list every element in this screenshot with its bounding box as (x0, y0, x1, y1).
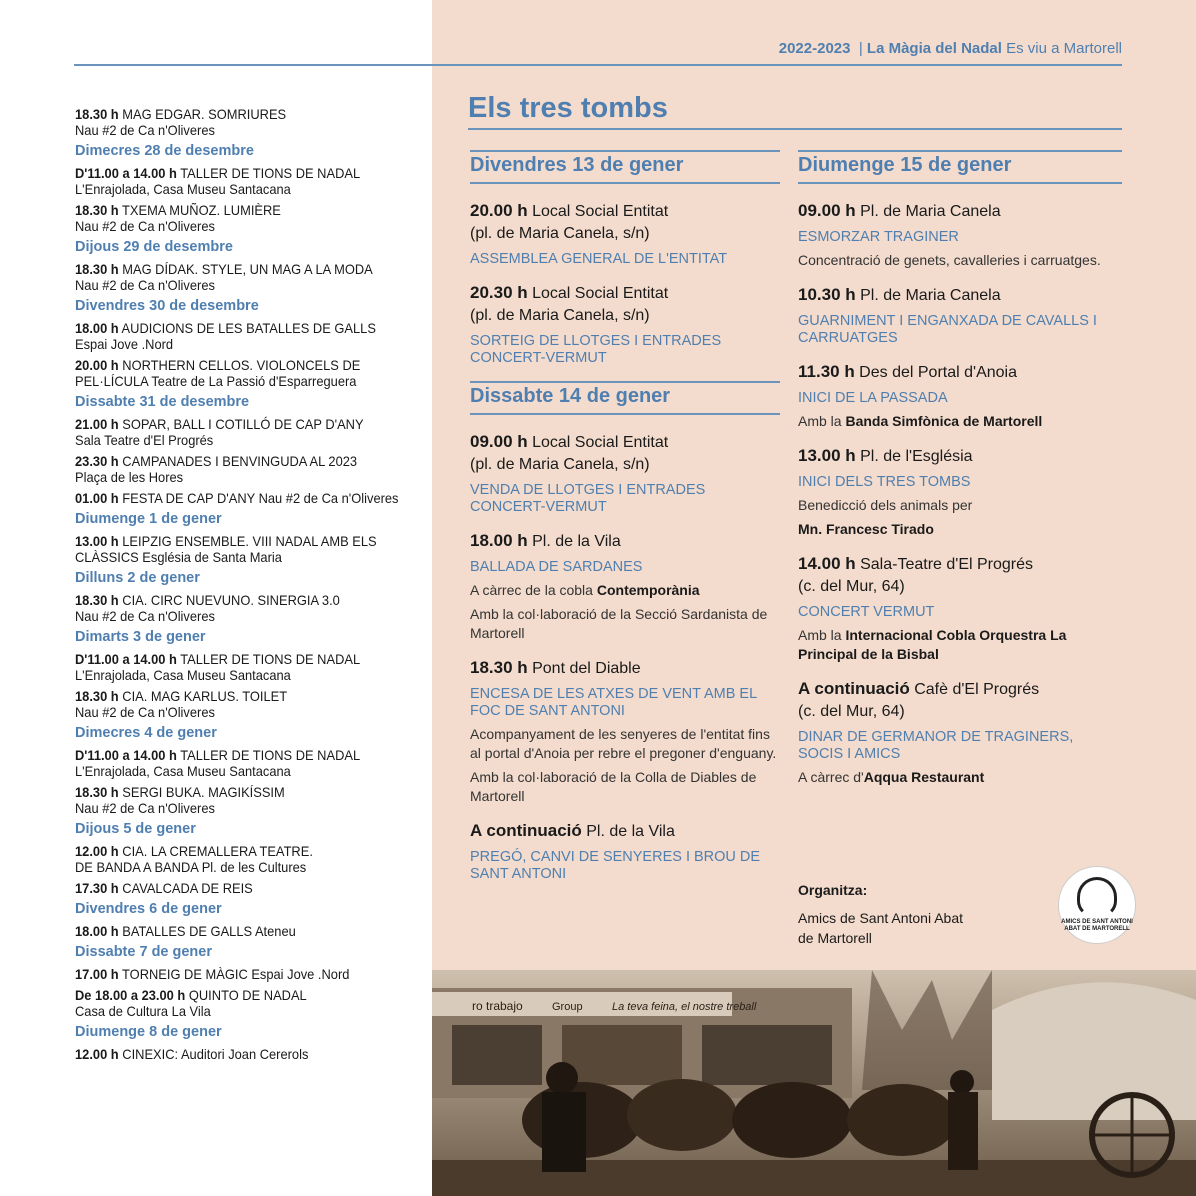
agenda-event-line (75, 592, 388, 608)
schedule-item (798, 553, 1122, 664)
agenda-event-time: D'11.00 a 14.00 h (75, 651, 177, 667)
agenda-event (75, 416, 388, 448)
header-subtitle: Es viu a Martorell (1006, 40, 1122, 57)
schedule-item (470, 431, 780, 516)
schedule-item-headline (798, 361, 1122, 384)
schedule-item-note (798, 626, 1122, 664)
agenda-event-time: De 18.00 a 23.00 h (75, 987, 186, 1003)
agenda-event-time: 18.00 h (75, 923, 119, 939)
agenda-event (75, 688, 388, 720)
schedule-item-address: (pl. de Maria Canela, s/n) (470, 307, 650, 324)
agenda-event-title: CINEXIC: Auditori Joan Cererols (122, 1046, 309, 1062)
agenda-event-place: L'Enrajolada, Casa Museu Santacana (75, 763, 291, 779)
schedule-item-headline (470, 431, 780, 454)
window (702, 1025, 832, 1085)
schedule-item-time: 11.30 h (798, 362, 855, 381)
agenda-day-heading: Dimarts 3 de gener (75, 629, 206, 645)
agenda-event-place: Sala Teatre d'El Progrés (75, 432, 214, 448)
schedule-item-caption: INICI DELS TRES TOMBS (798, 474, 971, 490)
agenda-event (75, 1046, 388, 1062)
schedule-item-place: Local Social Entitat (532, 285, 669, 302)
schedule-item-caption: VENDA DE LLOTGES I ENTRADES CONCERT-VERMUT (470, 482, 706, 515)
schedule-item (798, 284, 1122, 347)
horse-4 (847, 1084, 957, 1156)
agenda-day-heading: Divendres 6 de gener (75, 901, 222, 917)
schedule-item-time: 09.00 h (470, 432, 528, 451)
agenda-event-time: 18.30 h (75, 688, 119, 704)
schedule-day-title: Diumenge 15 de gener (798, 150, 1122, 184)
agenda-event-time: 18.30 h (75, 106, 119, 122)
agenda-event-title: MAG DÍDAK. STYLE, UN MAG A LA MODA (122, 261, 373, 277)
agenda-event-line (75, 747, 388, 763)
agenda-event-line (75, 533, 388, 549)
schedule-item-time: A continuació (798, 679, 910, 698)
schedule-item-caption: ESMORZAR TRAGINER (798, 229, 959, 245)
agenda-day-heading: Diumenge 8 de gener (75, 1024, 222, 1040)
organizer-name: Amics de Sant Antoni Abat (798, 910, 963, 926)
agenda-event (75, 651, 388, 683)
note-text: Amb la (798, 413, 846, 429)
agenda-day-heading: Dissabte 31 de desembre (75, 394, 250, 410)
schedule-item-place: Pl. de l'Església (860, 448, 973, 465)
agenda-event-title: CAVALCADA DE REIS (122, 880, 253, 896)
schedule-item-place: Des del Portal d'Anoia (859, 364, 1017, 381)
schedule-day-title: Dissabte 14 de gener (470, 381, 780, 415)
schedule-item (470, 530, 780, 643)
schedule-item-caption: DINAR DE GERMANOR DE TRAGINERS, SOCIS I AMICS (798, 729, 1074, 762)
schedule-item-place: Local Social Entitat (532, 434, 669, 451)
agenda-event-place: PEL·LÍCULA Teatre de La Passió d'Esparreguera (75, 373, 357, 389)
schedule-item-headline (798, 200, 1122, 223)
agenda-event-title: CAMPANADES I BENVINGUDA AL 2023 (122, 453, 358, 469)
person-head (546, 1062, 578, 1094)
agenda-event-title: CIA. LA CREMALLERA TEATRE. (122, 843, 313, 859)
schedule-item-headline (798, 445, 1122, 468)
agenda-event-title: TALLER DE TIONS DE NADAL (180, 747, 361, 763)
agenda-list (75, 106, 415, 1067)
agenda-event (75, 592, 388, 624)
agenda-event-time: 18.30 h (75, 261, 119, 277)
agenda-event-time: 13.00 h (75, 533, 119, 549)
window (452, 1025, 542, 1085)
schedule-day-title: Divendres 13 de gener (470, 150, 780, 184)
schedule-item-headline (798, 678, 1122, 701)
schedule-item-caption: CONCERT VERMUT (798, 604, 935, 620)
agenda-event-title: CIA. MAG KARLUS. TOILET (122, 688, 288, 704)
agenda-event-title: QUINTO DE NADAL (188, 987, 307, 1003)
schedule-item-headline (798, 284, 1122, 307)
schedule-item-time: 14.00 h (798, 554, 856, 573)
schedule-item-place: Pl. de Maria Canela (860, 287, 1001, 304)
schedule-item-caption: ASSEMBLEA GENERAL DE L'ENTITAT (470, 251, 728, 267)
person-head (950, 1070, 974, 1094)
schedule-item (798, 445, 1122, 539)
note-highlight: Banda Simfònica de Martorell (845, 413, 1043, 429)
schedule-item-note (470, 768, 780, 806)
agenda-event (75, 843, 388, 875)
schedule-item-note (798, 496, 1122, 515)
person-body (542, 1092, 586, 1172)
schedule-item-address: (pl. de Maria Canela, s/n) (470, 225, 650, 242)
organizer-label: Organitza: (798, 882, 868, 898)
agenda-event-title: LEIPZIG ENSEMBLE. VIII NADAL AMB ELS (122, 533, 377, 549)
agenda-day-heading: Diumenge 1 de gener (75, 511, 222, 527)
agenda-event-line (75, 106, 388, 122)
agenda-event-time: 12.00 h (75, 1046, 119, 1062)
agenda-event-time: 23.30 h (75, 453, 119, 469)
agenda-event-time: 18.30 h (75, 784, 119, 800)
horse-3 (732, 1082, 852, 1158)
agenda-event-line (75, 923, 388, 939)
schedule-item-headline (470, 657, 780, 680)
agenda-event-place: Espai Jove .Nord (75, 336, 174, 352)
agenda-event-line (75, 784, 388, 800)
note-highlight: Aqqua Restaurant (863, 769, 985, 785)
schedule-item-time: 20.00 h (470, 201, 528, 220)
agenda-event-time: D'11.00 a 14.00 h (75, 165, 177, 181)
schedule-column-2 (798, 150, 1122, 801)
horseshoe-icon (1077, 877, 1117, 917)
agenda-day-heading: Divendres 30 de desembre (75, 298, 259, 314)
schedule-item-time: 10.30 h (798, 285, 856, 304)
agenda-event-time: 17.00 h (75, 966, 119, 982)
schedule-item-caption: PREGÓ, CANVI DE SENYERES I BROU DE SANT ANTONI (470, 849, 761, 882)
schedule-item-address: (c. del Mur, 64) (798, 578, 905, 595)
note-text: Concentració de genets, cavalleries i carruatges. (798, 252, 1101, 268)
agenda-event (75, 533, 388, 565)
note-highlight: Contemporània (596, 582, 700, 598)
agenda-event-time: 18.00 h (75, 320, 119, 336)
agenda-event-title: TALLER DE TIONS DE NADAL (180, 651, 361, 667)
note-text: Amb la col·laboració de la Colla de Diables de Martorell (470, 769, 757, 804)
schedule-column-1 (470, 150, 780, 897)
agenda-event-place: L'Enrajolada, Casa Museu Santacana (75, 181, 291, 197)
agenda-day-heading: Dimecres 28 de desembre (75, 143, 254, 159)
note-text: Benedicció dels animals per (798, 497, 973, 513)
section-title: Els tres tombs (468, 92, 668, 124)
schedule-item-note (798, 768, 1122, 787)
logo-text: AMICS DE SANT ANTONI ABAT DE MARTORELL (1061, 919, 1133, 932)
schedule-item-caption: INICI DE LA PASSADA (798, 390, 948, 406)
schedule-item-time: A continuació (470, 821, 582, 840)
agenda-event-line (75, 966, 388, 982)
schedule-item-time: 13.00 h (798, 446, 856, 465)
schedule-item (470, 282, 780, 367)
agenda-event-time: 21.00 h (75, 416, 119, 432)
schedule-item-note (798, 412, 1122, 431)
agenda-event (75, 357, 388, 389)
schedule-item-place: Pl. de Maria Canela (860, 203, 1001, 220)
agenda-event-place: Nau #2 de Ca n'Oliveres (75, 704, 215, 720)
header-years: 2022-2023 (778, 40, 851, 57)
header-rule (74, 64, 1122, 66)
agenda-event-line (75, 357, 388, 373)
agenda-event-line (75, 416, 388, 432)
agenda-event-time: 12.00 h (75, 843, 119, 859)
agenda-event-time: 18.30 h (75, 202, 119, 218)
schedule-item (798, 200, 1122, 270)
note-text: A càrrec d' (798, 769, 864, 785)
agenda-event-line (75, 987, 388, 1003)
agenda-event-line (75, 688, 388, 704)
note-highlight: Internacional Cobla Orquestra La Principal de la Bisbal (798, 627, 1067, 662)
organizer-logo (1058, 866, 1136, 944)
agenda-event-title: SOPAR, BALL I COTILLÓ DE CAP D'ANY (122, 416, 364, 432)
schedule-item-address: (c. del Mur, 64) (798, 703, 905, 720)
person-body (948, 1092, 978, 1170)
note-text: A càrrec de la cobla (470, 582, 597, 598)
agenda-event-title: CIA. CIRC NUEVUNO. SINERGIA 3.0 (122, 592, 340, 608)
note-text: Amb la col·laboració de la Secció Sardanista de Martorell (470, 606, 768, 641)
schedule-item (798, 678, 1122, 787)
horse-2 (627, 1079, 737, 1151)
schedule-item-headline (470, 530, 780, 553)
schedule-item-headline (470, 282, 780, 305)
schedule-item-note (798, 251, 1122, 270)
shop-sign-1: ro trabajo (472, 999, 523, 1013)
schedule-item (798, 361, 1122, 431)
organizer-city: de Martorell (798, 930, 872, 946)
agenda-event-place: Casa de Cultura La Vila (75, 1003, 211, 1019)
agenda-event-title: TXEMA MUÑOZ. LUMIÈRE (122, 202, 281, 218)
schedule-item-note (470, 605, 780, 643)
agenda-event-title: AUDICIONS DE LES BATALLES DE GALLS (121, 320, 376, 336)
schedule-item-note (470, 725, 780, 763)
agenda-event (75, 784, 388, 816)
schedule-item-note (798, 520, 1122, 539)
agenda-event (75, 106, 388, 138)
schedule-item-place: Pl. de la Vila (586, 823, 675, 840)
agenda-event-place: Nau #2 de Ca n'Oliveres (75, 218, 215, 234)
schedule-item-time: 20.30 h (470, 283, 528, 302)
agenda-event-line (75, 843, 388, 859)
note-highlight: Mn. Francesc Tirado (798, 521, 934, 537)
schedule-item-place: Pont del Diable (532, 660, 641, 677)
agenda-event-line (75, 880, 388, 896)
schedule-item-note (470, 581, 780, 600)
schedule-day (470, 381, 780, 883)
schedule-item-headline (470, 200, 780, 223)
schedule-item-caption: BALLADA DE SARDANES (470, 559, 643, 575)
agenda-day-heading: Dilluns 2 de gener (75, 570, 200, 586)
note-text: Acompanyament de les senyeres de l'entitat fins al portal d'Anoia per rebre el pregoner d'enguany. (470, 726, 777, 761)
agenda-event-line (75, 165, 388, 181)
agenda-event (75, 490, 399, 506)
agenda-event-place: Nau #2 de Ca n'Oliveres (75, 122, 215, 138)
schedule-item-place: Pl. de la Vila (532, 533, 621, 550)
agenda-day-heading: Dijous 5 de gener (75, 821, 196, 837)
agenda-event (75, 320, 388, 352)
agenda-event (75, 923, 388, 939)
schedule-day (798, 150, 1122, 787)
schedule-item-caption: GUARNIMENT I ENGANXADA DE CAVALLS I CARRUATGES (798, 313, 1097, 346)
agenda-event-line (75, 1046, 388, 1062)
agenda-event (75, 987, 388, 1019)
agenda-event (75, 453, 388, 485)
agenda-event-place: Plaça de les Hores (75, 469, 184, 485)
page-header (779, 40, 1122, 57)
agenda-event-title: TALLER DE TIONS DE NADAL (180, 165, 361, 181)
schedule-item-time: 18.30 h (470, 658, 528, 677)
schedule-item-headline (798, 553, 1122, 576)
schedule-item (470, 657, 780, 806)
schedule-item-address: (pl. de Maria Canela, s/n) (470, 456, 650, 473)
agenda-event-line (75, 261, 388, 277)
agenda-event-place: Nau #2 de Ca n'Oliveres (75, 277, 215, 293)
agenda-event (75, 966, 388, 982)
schedule-item-time: 18.00 h (470, 531, 528, 550)
agenda-event-line (75, 320, 388, 336)
agenda-event (75, 202, 388, 234)
schedule-item (470, 200, 780, 268)
agenda-event-place: CLÀSSICS Església de Santa Maria (75, 549, 282, 565)
tres-tombs-photo (432, 970, 1196, 1196)
agenda-event (75, 165, 388, 197)
agenda-event-place: L'Enrajolada, Casa Museu Santacana (75, 667, 291, 683)
agenda-event-title: NORTHERN CELLOS. VIOLONCELS DE (122, 357, 361, 373)
header-series: La Màgia del Nadal (866, 40, 1002, 57)
shop-sign-3: La teva feina, el nostre treball (612, 1001, 757, 1013)
schedule-item-place: Cafè d'El Progrés (914, 681, 1040, 698)
agenda-event-title: BATALLES DE GALLS Ateneu (122, 923, 296, 939)
shop-sign-2: Group (552, 1001, 583, 1013)
window (562, 1025, 682, 1085)
agenda-event-time: 17.30 h (75, 880, 119, 896)
schedule-item-headline (470, 820, 780, 843)
organizer-block (798, 880, 963, 948)
agenda-event (75, 880, 388, 896)
agenda-event-title: SERGI BUKA. MAGIKÍSSIM (122, 784, 285, 800)
covered-wagon (992, 982, 1196, 1120)
agenda-event-place: DE BANDA A BANDA Pl. de les Cultures (75, 859, 307, 875)
agenda-event-place: Nau #2 de Ca n'Oliveres (75, 800, 215, 816)
agenda-event-time: 18.30 h (75, 592, 119, 608)
schedule-item-caption: SORTEIG DE LLOTGES I ENTRADES CONCERT-VERMUT (470, 333, 722, 366)
agenda-event (75, 747, 388, 779)
schedule-day (470, 150, 780, 367)
agenda-event-time: 01.00 h (75, 490, 119, 506)
agenda-event-title: MAG EDGAR. SOMRIURES (122, 106, 287, 122)
agenda-day-heading: Dimecres 4 de gener (75, 725, 217, 741)
agenda-day-heading: Dissabte 7 de gener (75, 944, 212, 960)
schedule-item-place: Local Social Entitat (532, 203, 669, 220)
agenda-day-heading: Dijous 29 de desembre (75, 239, 233, 255)
schedule-item-time: 09.00 h (798, 201, 856, 220)
section-rule (468, 128, 1122, 130)
agenda-event (75, 261, 388, 293)
agenda-event-place: Nau #2 de Ca n'Oliveres (75, 608, 215, 624)
schedule-item-caption: ENCESA DE LES ATXES DE VENT AMB EL FOC DE SANT ANTONI (470, 686, 757, 719)
agenda-event-line (75, 651, 388, 667)
agenda-event-time: D'11.00 a 14.00 h (75, 747, 177, 763)
agenda-event-line (75, 490, 399, 506)
agenda-event-title: TORNEIG DE MÀGIC Espai Jove .Nord (122, 966, 350, 982)
agenda-event-title: FESTA DE CAP D'ANY Nau #2 de Ca n'Oliveres (122, 490, 399, 506)
note-text: Amb la (798, 627, 846, 643)
header-separator: | (858, 40, 863, 57)
agenda-event-time: 20.00 h (75, 357, 119, 373)
agenda-event-line (75, 453, 388, 469)
schedule-item (470, 820, 780, 883)
schedule-item-place: Sala-Teatre d'El Progrés (860, 556, 1034, 573)
agenda-event-line (75, 202, 388, 218)
